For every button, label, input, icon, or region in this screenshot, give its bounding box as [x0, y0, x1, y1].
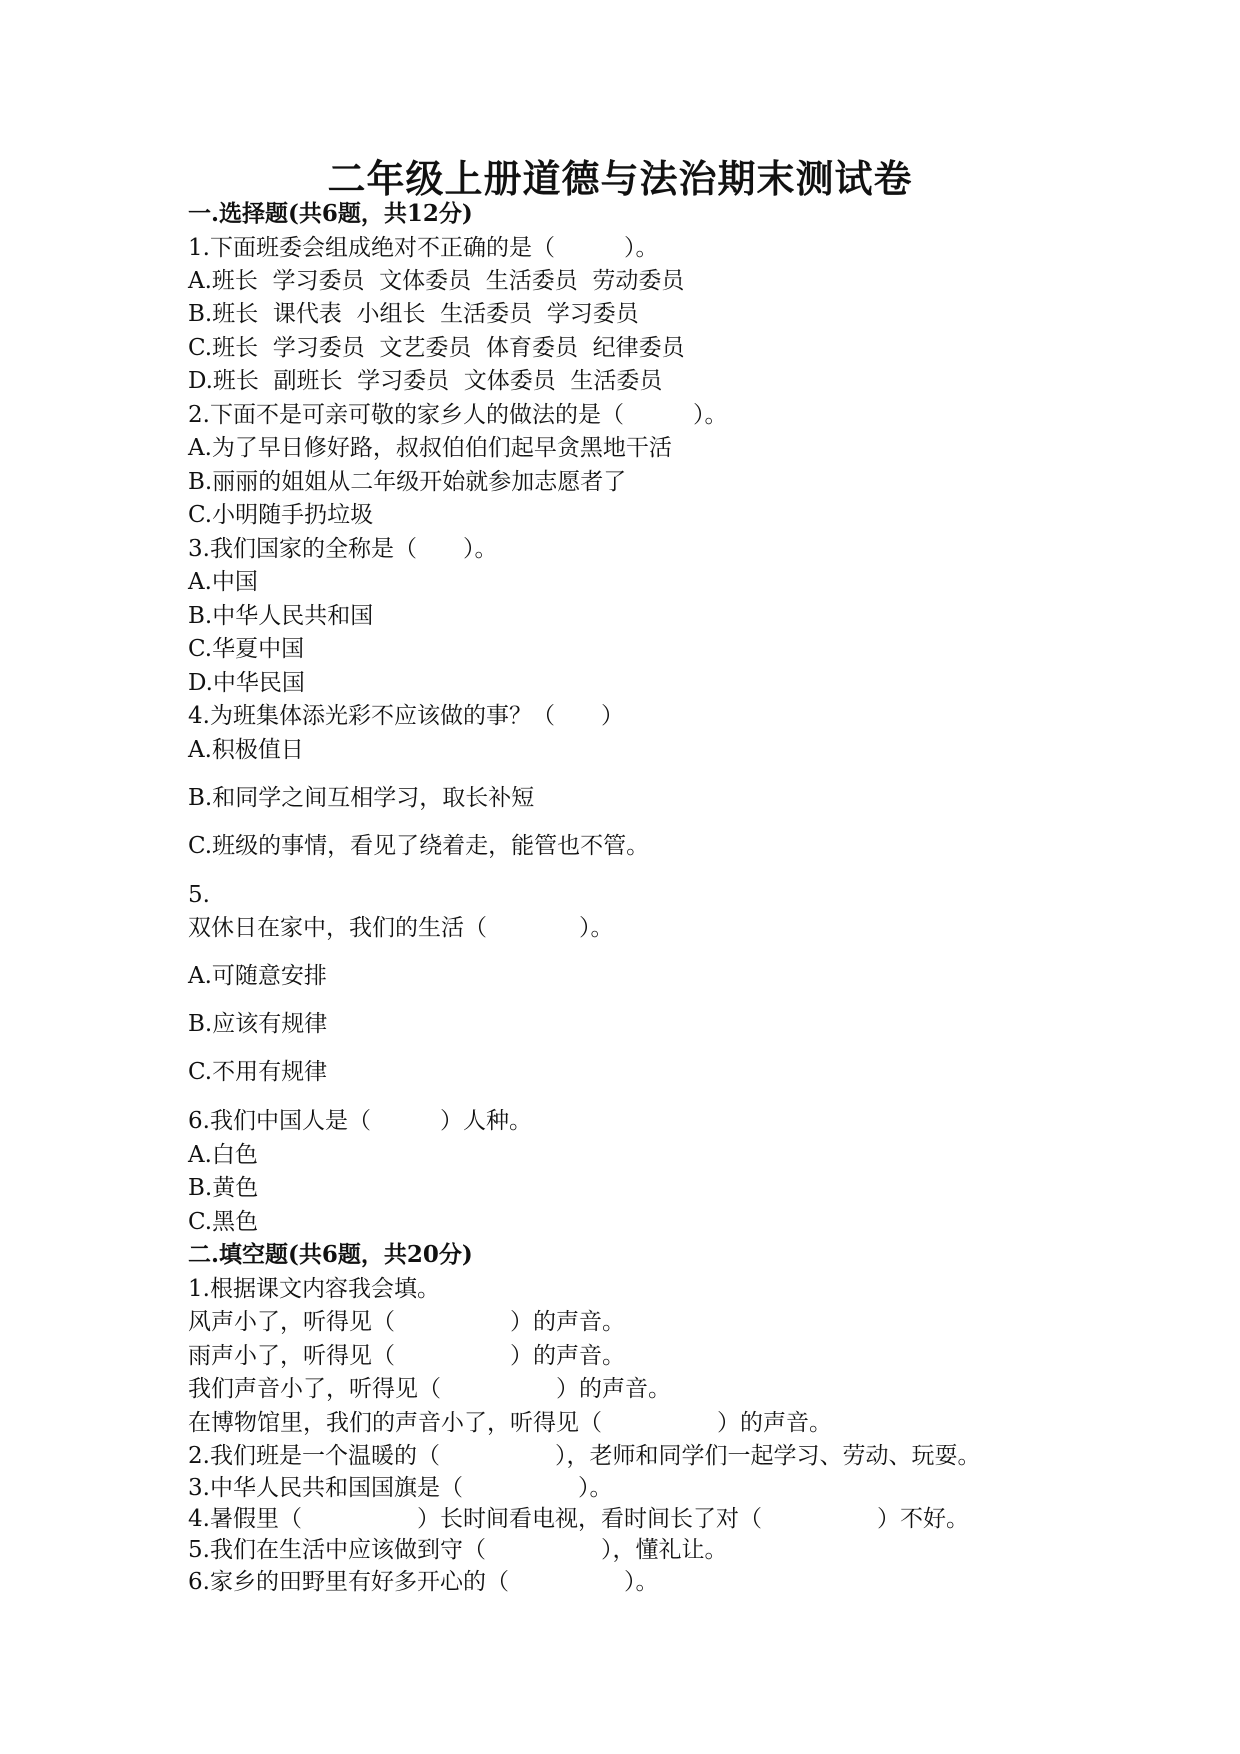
fill-line: 我们声音小了，听得见（ ）的声音。	[188, 1376, 671, 1402]
answer-option: C.班长 学习委员 文艺委员 体育委员 纪律委员	[188, 335, 685, 361]
answer-option: B.和同学之间互相学习，取长补短	[188, 785, 535, 811]
answer-option: A.白色	[188, 1142, 258, 1168]
question-stem: 1.下面班委会组成绝对不正确的是（ ）。	[188, 235, 659, 261]
question-stem: 3.我们国家的全称是（ ）。	[188, 536, 498, 562]
answer-option: B.黄色	[188, 1175, 259, 1201]
question-stem: 双休日在家中，我们的生活（ ）。	[188, 915, 614, 941]
answer-option: A.班长 学习委员 文体委员 生活委员 劳动委员	[188, 268, 685, 294]
answer-option: C.华夏中国	[188, 636, 305, 662]
fill-line: 雨声小了，听得见（ ）的声音。	[188, 1343, 625, 1369]
answer-option: B.班长 课代表 小组长 生活委员 学习委员	[188, 301, 639, 327]
question-number: 5.	[188, 882, 210, 908]
question-stem: 1.根据课文内容我会填。	[188, 1276, 440, 1302]
fill-line: 在博物馆里，我们的声音小了，听得见（ ）的声音。	[188, 1410, 832, 1436]
answer-option: B.中华人民共和国	[188, 603, 374, 629]
section-heading-choice: 一.选择题(共6题，共12分)	[188, 200, 473, 227]
question-stem: 4.为班集体添光彩不应该做的事？（ ）	[188, 703, 624, 729]
question-stem: 5.我们在生活中应该做到守（ ），懂礼让。	[188, 1537, 728, 1563]
answer-option: A.可随意安排	[188, 963, 327, 989]
answer-option: C.小明随手扔垃圾	[188, 502, 374, 528]
question-stem: 4.暑假里（ ）长时间看电视，看时间长了对（ ）不好。	[188, 1506, 969, 1532]
question-stem: 6.我们中国人是（ ）人种。	[188, 1108, 532, 1134]
answer-option: B.丽丽的姐姐从二年级开始就参加志愿者了	[188, 469, 627, 495]
answer-option: C.班级的事情，看见了绕着走，能管也不管。	[188, 833, 650, 859]
answer-option: D.班长 副班长 学习委员 文体委员 生活委员	[188, 368, 663, 394]
section-heading-fill: 二.填空题(共6题，共20分)	[188, 1241, 473, 1268]
fill-line: 风声小了，听得见（ ）的声音。	[188, 1309, 625, 1335]
question-stem: 6.家乡的田野里有好多开心的（ ）。	[188, 1569, 659, 1595]
answer-option: A.中国	[188, 569, 258, 595]
answer-option: B.应该有规律	[188, 1011, 328, 1037]
question-stem: 3.中华人民共和国国旗是（ ）。	[188, 1475, 613, 1501]
answer-option: C.不用有规律	[188, 1059, 328, 1085]
answer-option: D.中华民国	[188, 670, 305, 696]
answer-option: C.黑色	[188, 1209, 259, 1235]
answer-option: A.为了早日修好路，叔叔伯伯们起早贪黑地干活	[188, 435, 672, 461]
answer-option: A.积极值日	[188, 737, 304, 763]
question-stem: 2.下面不是可亲可敬的家乡人的做法的是（ ）。	[188, 402, 728, 428]
page-title: 二年级上册道德与法治期末测试卷	[327, 156, 913, 201]
question-stem: 2.我们班是一个温暖的（ ），老师和同学们一起学习、劳动、玩耍。	[188, 1443, 981, 1469]
